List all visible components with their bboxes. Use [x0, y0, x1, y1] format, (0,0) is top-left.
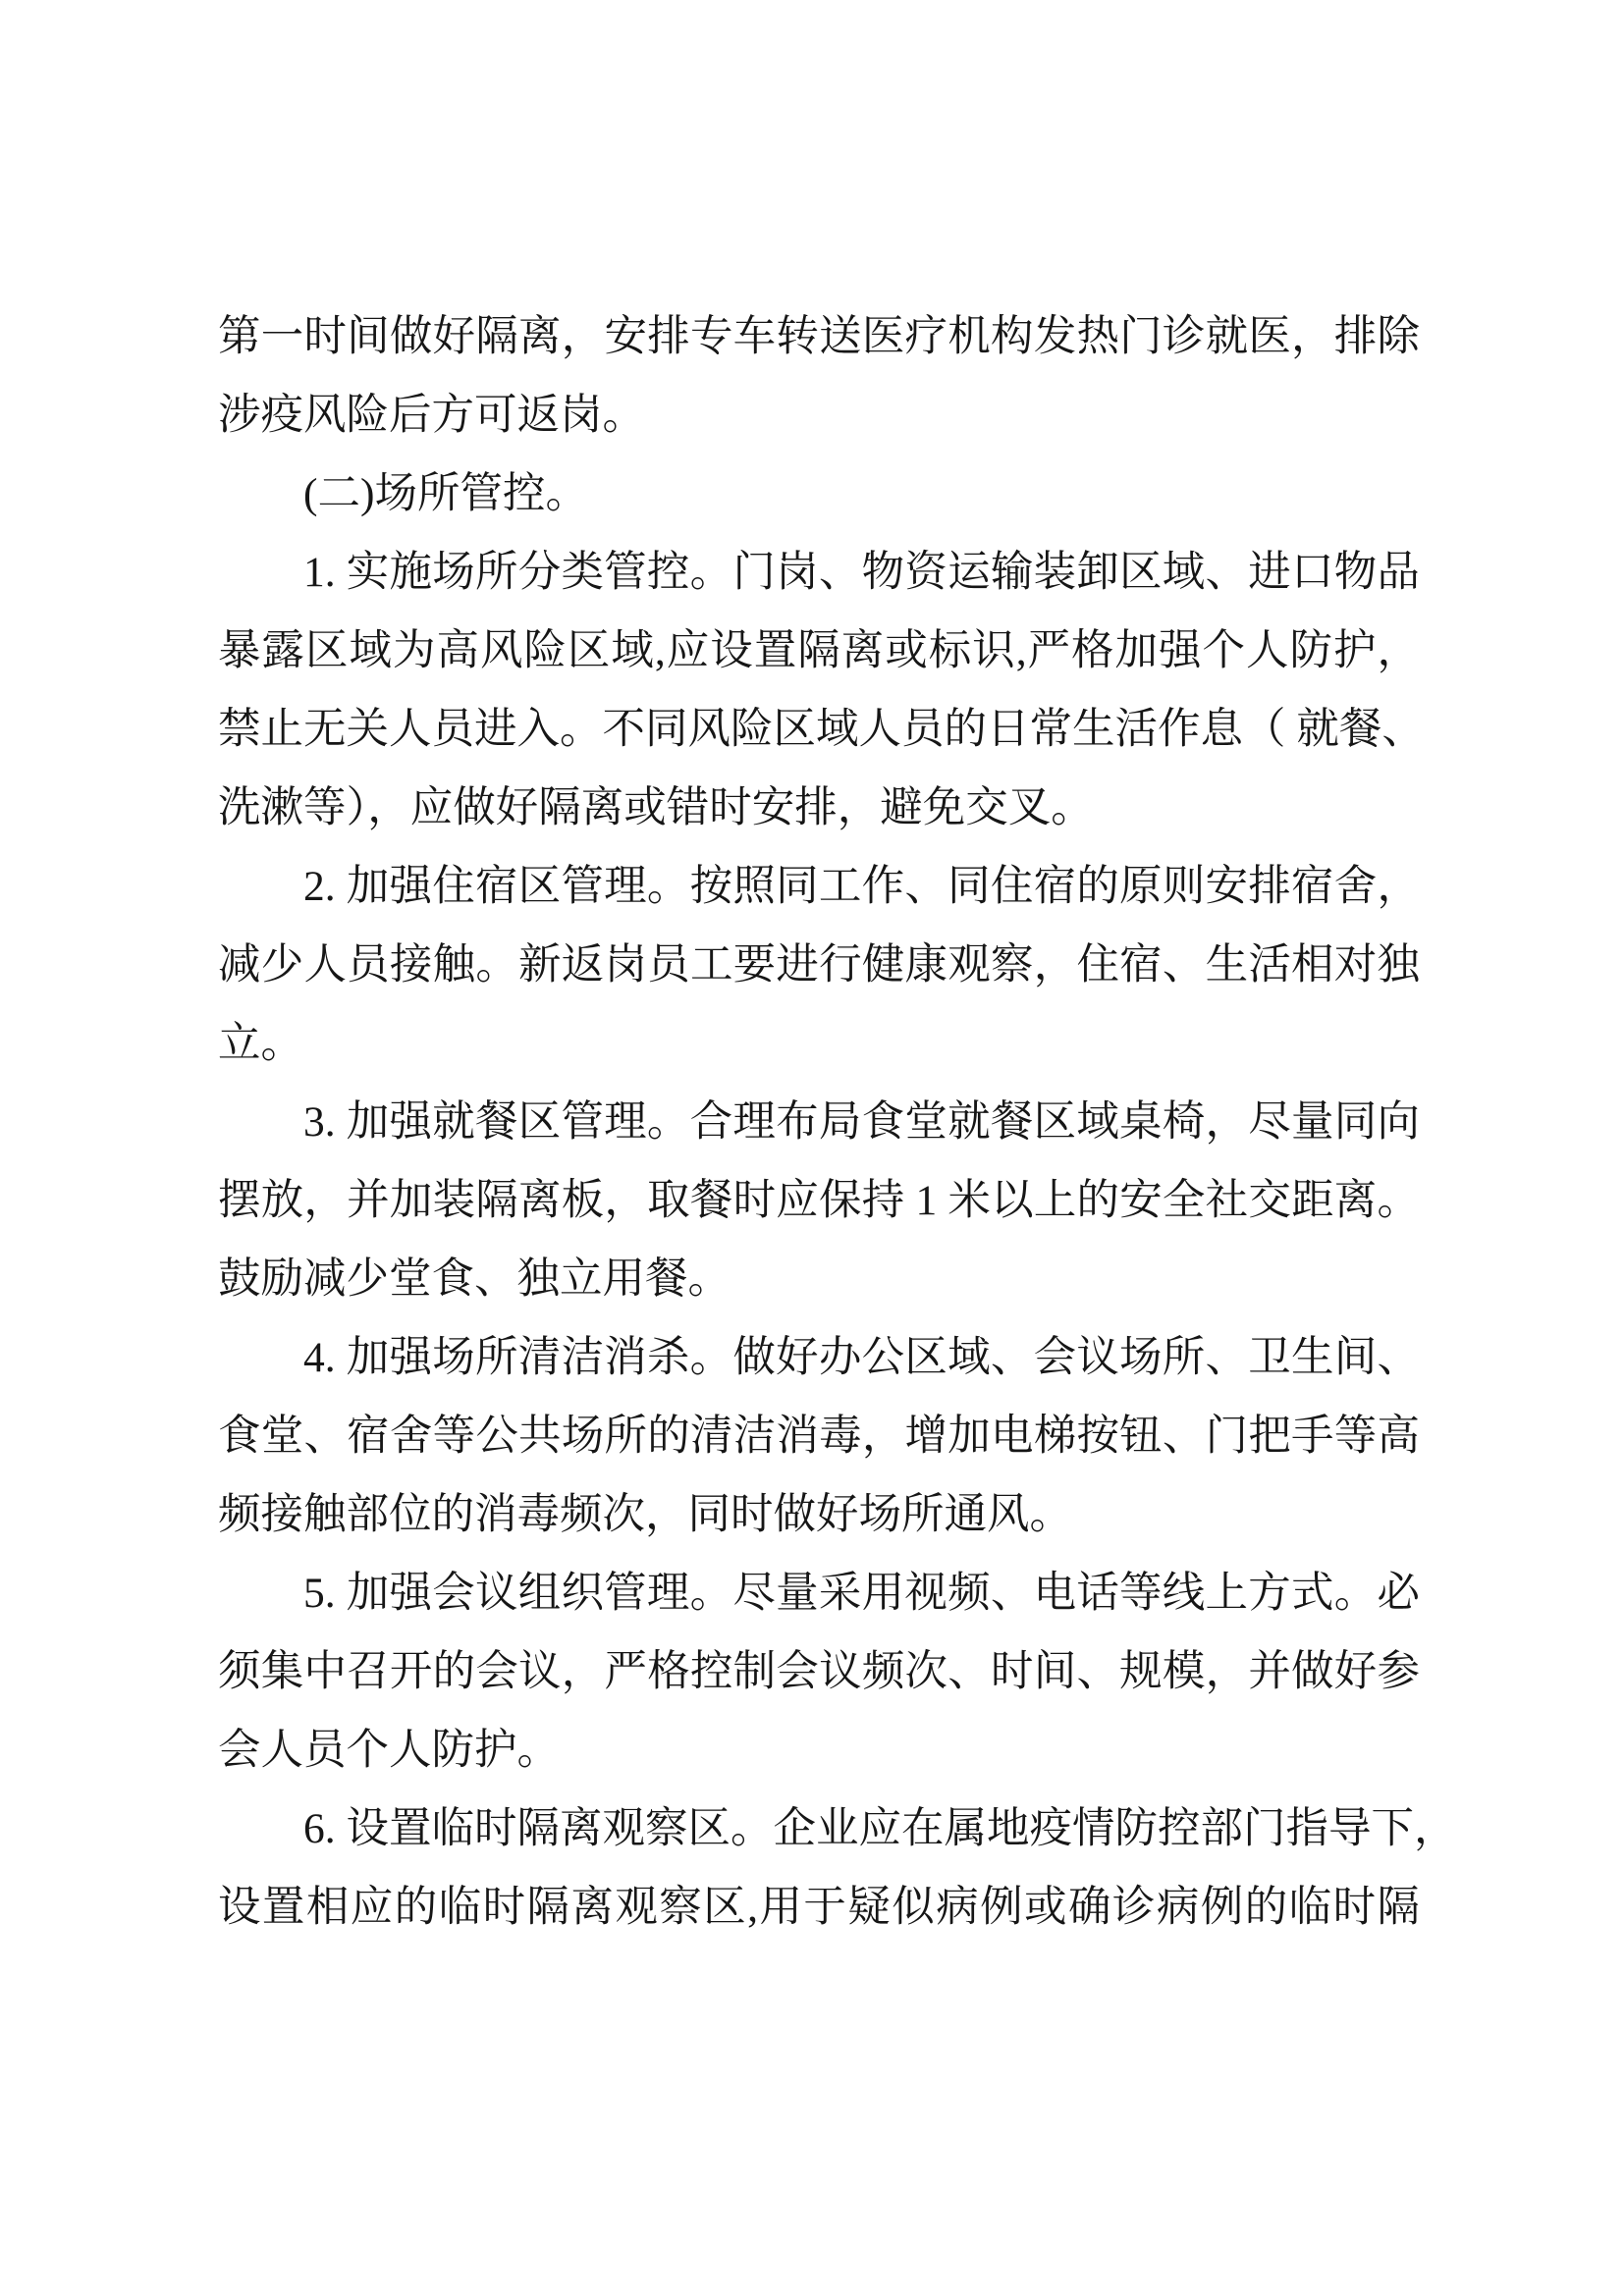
text-line: 须集中召开的会议，严格控制会议频次、时间、规模，并做好参: [218, 1648, 1420, 1695]
text-line: 涉疫风险后方可返岗。: [218, 392, 645, 439]
text-line: 5. 加强会议组织管理。尽量采用视频、电话等线上方式。必: [303, 1570, 1420, 1617]
text-line: 2. 加强住宿区管理。按照同工作、同住宿的原则安排宿舍，: [303, 863, 1420, 910]
text-line: 4. 加强场所清洁消杀。做好办公区域、会议场所、卫生间、: [303, 1334, 1420, 1381]
text-line: 洗漱等），应做好隔离或错时安排，避免交叉。: [218, 784, 1094, 831]
text-line: 禁止无关人员进入。不同风险区域人员的日常生活作息（ 就餐、: [218, 706, 1425, 753]
text-line: 立。: [218, 1020, 303, 1067]
document-body-text: [218, 297, 1457, 1947]
text-line: 6. 设置临时隔离观察区。企业应在属地疫情防控部门指导下，: [303, 1805, 1457, 1852]
text-line: 会人员个人防护。: [218, 1727, 560, 1774]
text-line: 频接触部位的消毒频次，同时做好场所通风。: [218, 1491, 1072, 1538]
text-line: 食堂、宿舍等公共场所的清洁消毒，增加电梯按钮、门把手等高: [218, 1413, 1420, 1460]
text-line: 第一时间做好隔离，安排专车转送医疗机构发热门诊就医，排除: [218, 313, 1420, 360]
text-line: 设置相应的临时隔离观察区,用于疑似病例或确诊病例的临时隔: [218, 1884, 1420, 1931]
section-heading: (二)场所管控。: [303, 470, 588, 517]
text-line: 减少人员接触。新返岗员工要进行健康观察，住宿、生活相对独: [218, 941, 1420, 988]
text-line: 3. 加强就餐区管理。合理布局食堂就餐区域桌椅，尽量同向: [303, 1098, 1420, 1146]
text-line: 鼓励减少堂食、独立用餐。: [218, 1255, 731, 1303]
text-line: 1. 实施场所分类管控。门岗、物资运输装卸区域、进口物品: [303, 549, 1420, 596]
text-line: 暴露区域为高风险区域,应设置隔离或标识,严格加强个人防护，: [218, 627, 1420, 674]
text-line: 摆放，并加装隔离板，取餐时应保持 1 米以上的安全社交距离。: [218, 1177, 1420, 1224]
